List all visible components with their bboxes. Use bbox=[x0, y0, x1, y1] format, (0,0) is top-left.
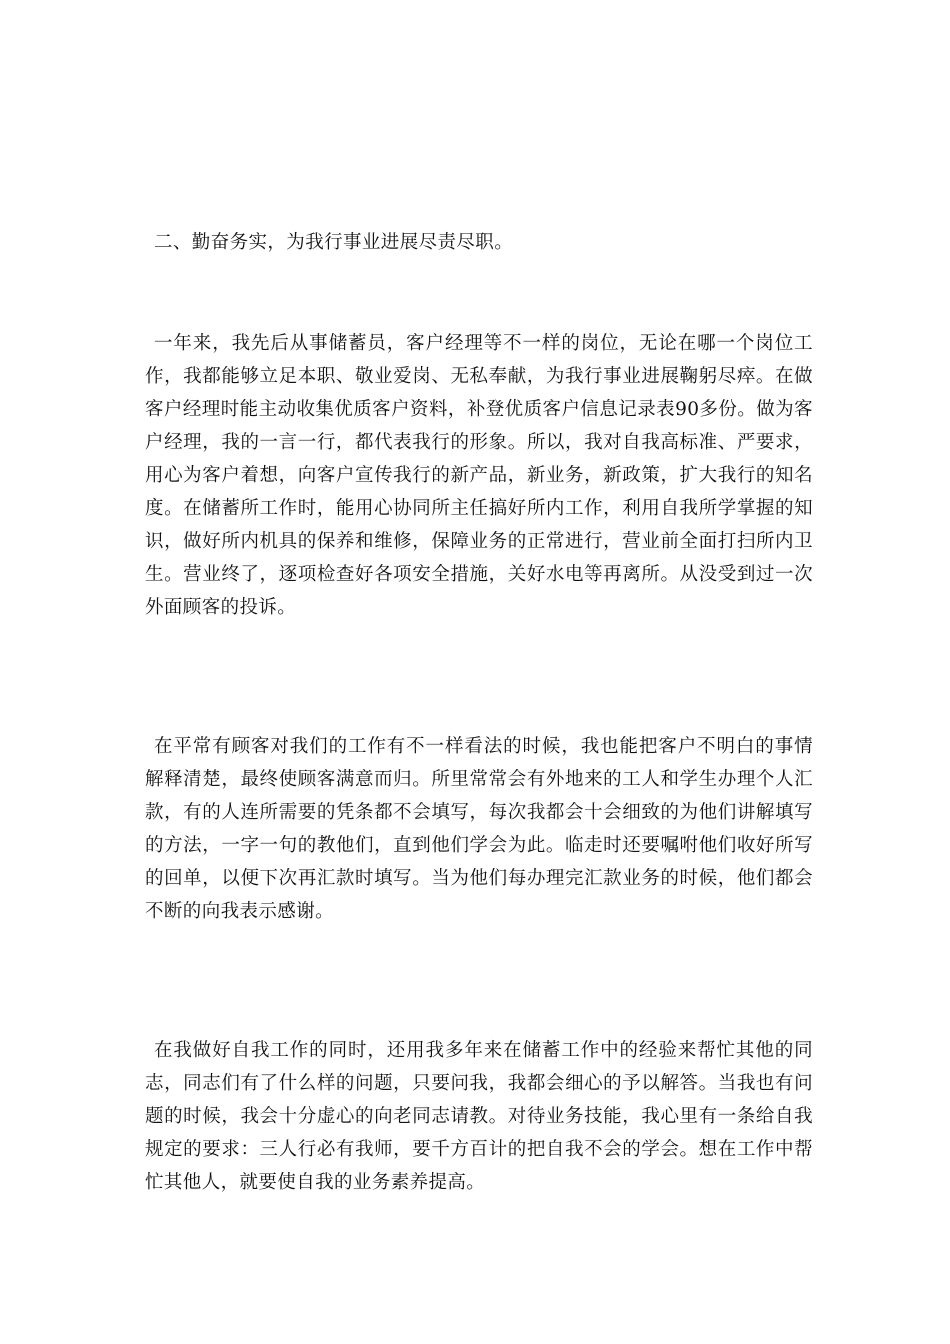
section-heading: 二、勤奋务实，为我行事业进展尽责尽职。 bbox=[154, 232, 514, 253]
paragraph-1: 一年来，我先后从事储蓄员，客户经理等不一样的岗位，无论在哪一个岗位工作，我都能够立足本职、敬业爱岗、无私奉献，为我行事业进展鞠躬尽瘁。在做客户经理时能主动收集优质客户资料，补登优质客户信息记录表90多份。做为客户经理，我的一言一行，都代表我行的形象。所以，我对自我高标准、严要求，用心为客户着想，向客户宣传我行的新产品，新业务，新政策，扩大我行的知名度。在储蓄所工作时，能用心协同所主任搞好所内工作，利用自我所学掌握的知识，做好所内机具的保养和维修，保障业务的正常进行，营业前全面打扫所内卫生。营业终了，逐项检查好各项安全措施，关好水电等再离所。从没受到过一次外面顾客的投诉。 bbox=[145, 333, 813, 618]
paragraph-3: 在我做好自我工作的同时，还用我多年来在储蓄工作中的经验来帮忙其他的同志，同志们有了什么样的问题，只要问我，我都会细心的予以解答。当我也有问题的时候，我会十分虚心的向老同志请教。对待业务技能，我心里有一条给自我规定的要求：三人行必有我师，要千方百计的把自我不会的学会。想在工作中帮忙其他人，就要使自我的业务素养提高。 bbox=[145, 1040, 813, 1193]
paragraph-2: 在平常有顾客对我们的工作有不一样看法的时候，我也能把客户不明白的事情解释清楚，最终使顾客满意而归。所里常常会有外地来的工人和学生办理个人汇款，有的人连所需要的凭条都不会填写，每次我都会十会细致的为他们讲解填写的方法，一字一句的教他们，直到他们学会为此。临走时还要嘱咐他们收好所写的回单，以便下次再汇款时填写。当为他们每办理完汇款业务的时候，他们都会不断的向我表示感谢。 bbox=[145, 736, 813, 922]
